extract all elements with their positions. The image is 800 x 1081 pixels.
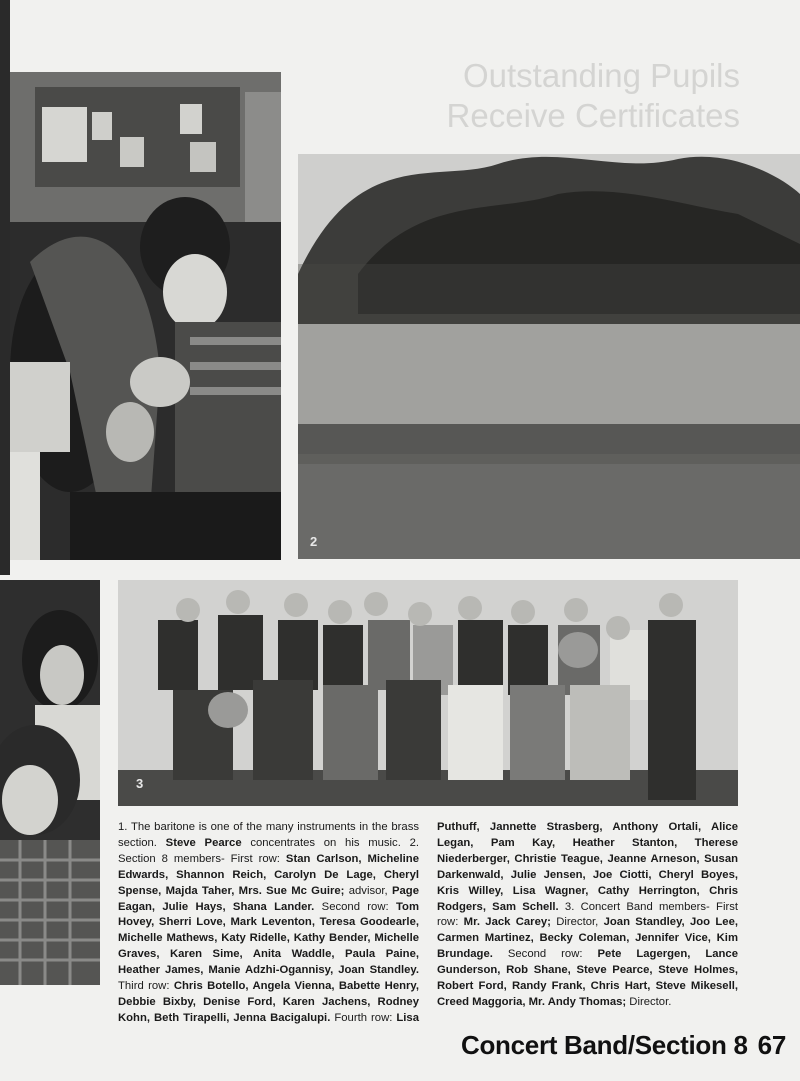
footer-title: Concert Band/Section 8 xyxy=(460,1030,748,1060)
caption-1-name: Steve Pearce xyxy=(165,836,242,849)
ghost-heading xyxy=(410,56,740,136)
caption-2-number: 2. xyxy=(409,836,419,849)
caption-2-row1: Stan Carlson, Micheline Edwards, Shannon Reich, Carolyn De Lage, Cheryl Spense, Majda Taher, Mrs. Sue Mc Guire; xyxy=(118,852,419,897)
caption-2-row4: Lisa Puthuff, Jannette Strasberg, Anthony Ortali, Alice Legan, Pam Kay, Heather Stanton, Therese Niederberger, Christie Teague, Jeanne Arneson, Susan Darkenwald, Julie Jensen, Joe Ciotti, Cheryl Boyes, Kris Willey, Lisa Wagner, Cathy Herrington, Chris Rodgers, Sam Schell. xyxy=(396,821,738,1024)
caption-2-advisor: advisor, xyxy=(344,884,392,897)
caption-1-text: The baritone is one of the many instruments in the brass section. xyxy=(118,821,419,849)
photo-section-8-group xyxy=(298,154,800,559)
photo-baritone-player xyxy=(10,72,281,560)
caption-2-third-label: Third row: xyxy=(118,980,174,993)
ghost-heading-line2: Receive Certificates xyxy=(446,97,740,134)
caption-2-row2: Tom Hovey, Sherri Love, Mark Leventon, Teresa Goodearle, Michelle Mathews, Katy Ridelle, Kathy Bender, Michelle Graves, Karen Sime, Anita Waddle, Paula Paine, Heather James, Manie Adzhi-Ogannisy, Joan Standley. xyxy=(118,900,419,977)
caption-2-fourth-label: Fourth row: xyxy=(330,1011,397,1024)
page-number: 67 xyxy=(757,1030,786,1060)
caption-3-number: 3. xyxy=(558,900,575,913)
caption-3-second-label: Second row: xyxy=(492,948,598,961)
photo-captions xyxy=(118,820,738,1027)
caption-3-row1: Mr. Jack Carey; xyxy=(463,916,551,929)
left-edge-strip xyxy=(0,0,10,575)
photo-crowd-strip xyxy=(0,580,100,985)
ghost-heading-line1: Outstanding Pupils xyxy=(462,57,740,94)
caption-3-intro: Concert Band members- First row: xyxy=(437,900,739,929)
photo-number: 3 xyxy=(136,776,144,791)
caption-2-intro: Section 8 members- First row: xyxy=(118,852,286,865)
photo-number: 2 xyxy=(310,534,318,549)
page-footer xyxy=(461,1030,786,1061)
caption-3-row2: Pete Lagergen, Lance Gunderson, Rob Shane, Steve Pearce, Steve Holmes, Robert Ford, Randy Frank, Chris Hart, Steve Mikesell, Creed Maggoria, Mr. Andy Thomas; xyxy=(437,948,738,1008)
caption-2-second-label: Second row: xyxy=(314,900,396,913)
caption-2-row1b: Page Eagan, Julie Hays, Shana Lander. xyxy=(118,884,419,913)
caption-1-end: concentrates on his music. xyxy=(241,836,401,849)
photo-concert-band xyxy=(118,580,738,806)
caption-3-director2: Director. xyxy=(626,995,672,1008)
caption-3-row1b: Joan Standley, Joo Lee, Carmen Martinez, Becky Coleman, Jennifer Vice, Kim Brundage. xyxy=(437,916,738,961)
caption-2-row3: Chris Botello, Angela Vienna, Babette Henry, Debbie Bixby, Denise Ford, Karen Jachens, Rodney Kohn, Beth Tirapelli, Jenna Bacigalupi. xyxy=(118,980,419,1024)
caption-3-director1: Director, xyxy=(550,916,604,929)
caption-1-number: 1. xyxy=(118,821,128,833)
